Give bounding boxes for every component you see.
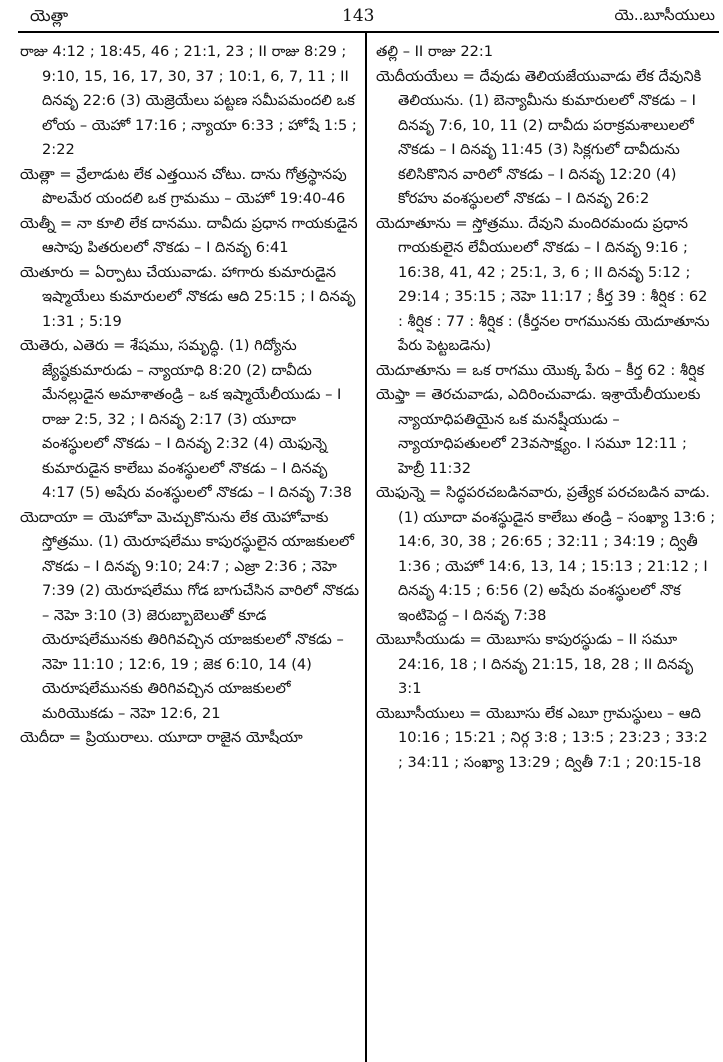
header-guide-word-left: యెత్లా — [30, 6, 69, 25]
dictionary-entry: యెతెరు, ఎతెరు = శేషము, సమృద్ధి. (1) గిద్యోను జ్యేష్ఠకుమారుడు – న్యాయాధి 8:20 (2) దావీదు మేనల్లుడైన అమాశాతండ్రి – ఒక ఇష్మాయేలీయుడు – I రాజు 2:5, 32 ; I దినవృ 2:17 (3) యూదా వంశస్థులలో నొకడు – I దినవృ 2:32 (4) యెఫున్నె కుమారుడైన కాలేబు వంశస్థులలో నొకడు – I దినవృ 4:17 (5) అషేరు వంశస్థులలో నొకడు – I దినవృ 7:38 — [20, 337, 352, 501]
dictionary-entry: యెదాయా = యెహోవా మెచ్చుకొనును లేక యెహోవాకు స్తోత్రము. (1) యెరూషలేము కాపురస్థులైన యాజకులలో నొకడు – I దినవృ 9:10; 24:7 ; ఎజ్రా 2:36 ; నెహె 7:39 (2) యెరూషలేము గోడ బాగుచేసిన వారిలో నొకడు – నెహె 3:10 (3) జెరుబ్బాబెలుతో కూడ యెరూషలేమునకు తిరిగివచ్చిన యాజకులలో నొకడు – నెహె 11:10 ; 12:6, 19 ; జెక 6:10, 14 (4) యెరూషలేమునకు తిరిగివచ్చిన యాజకులలో మరియొకడు – నెహె 12:6, 21 — [20, 508, 360, 722]
dictionary-entry: యెఫున్నె = సిద్ధపరచబడినవారు, ప్రత్యేక పరచబడిన వాడు. (1) యూదా వంశస్థుడైన కాలేబు తండ్రి – సంఖ్యా 13:6 ; 14:6, 30, 38 ; 26:65 ; 32:11 ; 34:19 ; ద్వితీ 1:36 ; యెహో 14:6, 13, 14 ; 15:13 ; 21:12 ; I దినవృ 4:15 ; 6:56 (2) అషేరు వంశస్థులలో నొక ఇంటిపెద్ద – I దినవృ 7:38 — [376, 484, 716, 624]
left-column — [20, 40, 360, 1060]
dictionary-entry: రాజు 4:12 ; 18:45, 46 ; 21:1, 23 ; II రాజు 8:29 ; 9:10, 15, 16, 17, 30, 37 ; 10:1, 6, 7, 11 ; II దినవృ 22:6 (3) యెజ్రెయేలు పట్టణ సమీపమందలి ఒక లోయ – యెహో 17:16 ; న్యాయా 6:33 ; హోషే 1:5 ; 2:22 — [20, 43, 357, 158]
dictionary-entry: యెదూతూను = ఒక రాగము యొక్క పేరు – కీర్త 62 : శీర్షిక — [376, 361, 705, 379]
dictionary-entry: యెబూసీయులు = యెబూసు లేక ఎబూ గ్రామస్థులు – ఆది 10:16 ; 15:21 ; నిర్గ 3:8 ; 13:5 ; 23:23 ; 33:2 ; 34:11 ; సంఖ్యా 13:29 ; ద్వితీ 7:1 ; 20:15-18 — [376, 704, 708, 771]
dictionary-entry: తల్లి – II రాజు 22:1 — [376, 43, 494, 60]
dictionary-entry: యెబూసీయుడు = యెబూసు కాపురస్థుడు – II సమూ 24:16, 18 ; I దినవృ 21:15, 18, 28 ; II దినవృ 3:1 — [376, 631, 694, 697]
dictionary-entry: యెతూరు = ఏర్పాటు చేయువాడు. హాగారు కుమారుడైన ఇష్మాయేలు కుమారులలో నొకడు ఆది 25:15 ; I దినవృ 1:31 ; 5:19 — [20, 263, 356, 330]
right-column — [376, 40, 716, 1060]
page-header — [0, 0, 723, 34]
page-number: 143 — [342, 6, 375, 26]
dictionary-entry: యెత్లా = వ్రేలాడుట లేక ఎత్తయిన చోటు. దాను గోత్రస్థానపు పొలమేర యందలి ఒక గ్రామము – యెహో 19:40-46 — [20, 165, 347, 207]
dictionary-entry: యెత్నీ = నా కూలి లేక దానము. దావీదు ప్రధాన గాయకుడైన ఆసాపు పితరులలో నొకడు – I దినవృ 6:41 — [20, 214, 358, 256]
dictionary-entry: యెదీయయేలు = దేవుడు తెలియజేయువాడు లేక దేవునికి తెలియును. (1) బెన్యామీను కుమారులలో నొకడు – I దినవృ 7:6, 10, 11 (2) దావీదు పరాక్రమశాలులలో నొకడు – I దినవృ 11:45 (3) సిక్లగులో దావీదును కలిసికొనిన వారిలో నొకడు – I దినవృ 12:20 (4) కోరహు వంశస్థులలో నొకడు – I దినవృ 26:2 — [376, 67, 702, 207]
header-guide-word-right: యె..బూసీయులు — [614, 6, 715, 24]
dictionary-entry: యెఫ్తా = తెరచువాడు, ఎదిరించువాడు. ఇశ్రాయేలీయులకు న్యాయాధిపతియైన ఒక మనష్షీయుడు – న్యాయాధిపతులలో 23వసాక్ష్యం. I సమూ 12:11 ; హెబ్రీ 11:32 — [376, 386, 701, 477]
column-divider — [365, 32, 367, 1062]
dictionary-entry: యెదీదా = ప్రియురాలు. యూదా రాజైన యోషీయా — [20, 729, 303, 746]
dictionary-entry: యెదూతూను = స్తోత్రము. దేవుని మందిరమందు ప్రధాన గాయకులైన లేవీయులలో నొకడు – I దినవృ 9:16 ; 16:38, 41, 42 ; 25:1, 3, 6 ; II దినవృ 5:12 ; 29:14 ; 35:15 ; నెహె 11:17 ; కీర్త 39 : శీర్షిక : 62 : శీర్షిక : 77 : శీర్షిక : (కీర్తనల రాగమునకు యెదూతూను పేరు పెట్టబడెను) — [376, 214, 710, 354]
header-rule — [18, 31, 719, 33]
